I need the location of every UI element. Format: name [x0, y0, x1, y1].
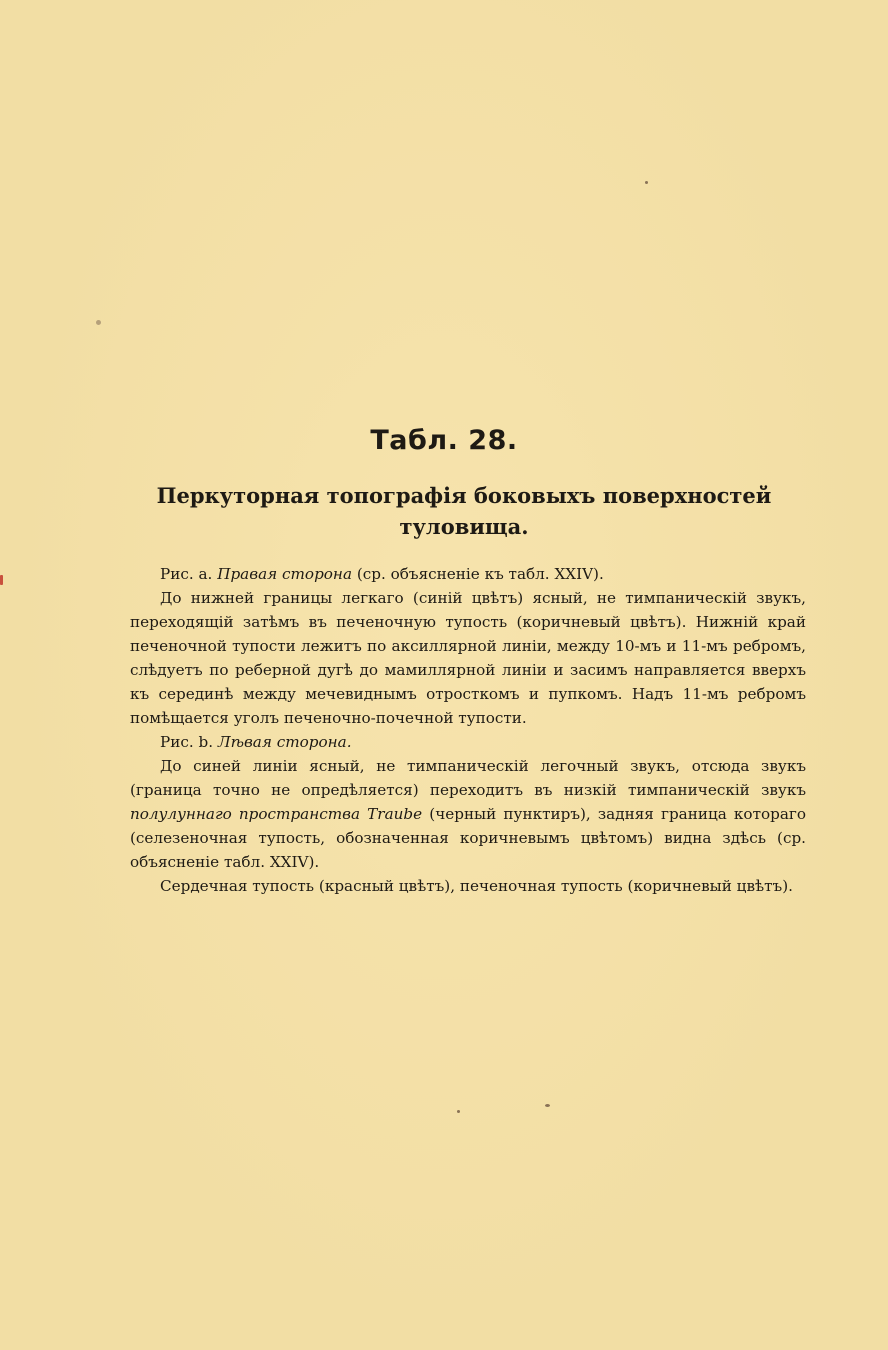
- table-title: Табл. 28.: [370, 425, 518, 456]
- page-subtitle: Перкуторная топографія боковыхъ поверхностей туловища.: [156, 483, 772, 539]
- fig-a-text: До нижней границы легкаго (синій цвѣтъ) ясный, не тимпаническій звукъ, переходящій затѣмъ въ печеночную тупость (коричневый цвѣтъ). Нижній край печеночной тупости лежитъ по аксиллярной линіи, между 10-мъ и 11-мъ ребромъ, слѣдуетъ по реберной дугѣ до мамиллярной линіи и засимъ направляется вверхъ къ серединѣ между мечевиднымъ отросткомъ и пупкомъ. Надъ 11-мъ ребромъ помѣщается уголъ печеночно-почечной тупости.: [130, 589, 806, 727]
- closing-text: Сердечная тупость (красный цвѣтъ), печеночная тупость (коричневый цвѣтъ).: [160, 877, 793, 895]
- fig-b-title: Лѣвая сторона.: [217, 733, 352, 751]
- fig-b-text-after: (черный пунктиръ), задняя граница котораго (селезеночная тупость, обозначенная коричневымъ цвѣтомъ) видна здѣсь (ср. объясненіе табл. XXIV).: [130, 805, 806, 871]
- description-body: [130, 562, 806, 898]
- fig-b-prefix: Рис. b.: [160, 733, 218, 751]
- fig-b-heading: [130, 730, 806, 754]
- fig-b-text: [130, 754, 806, 874]
- paper-mark: [0, 575, 3, 585]
- fig-a-suffix: (ср. объясненіе къ табл. XXIV).: [352, 565, 604, 583]
- fig-a-prefix: Рис. а.: [160, 565, 218, 583]
- paper-speck: [457, 1110, 460, 1113]
- paper-speck: [645, 181, 648, 184]
- fig-a-heading: [130, 562, 806, 586]
- fig-b-emphasis: полулуннаго пространства Traube: [130, 805, 423, 823]
- fig-b-text-before: До синей линіи ясный, не тимпаническій легочный звукъ, отсюда звукъ (граница точно не опредѣляется) переходитъ въ низкій тимпаническій звукъ: [130, 757, 806, 799]
- paper-speck: [545, 1104, 550, 1107]
- fig-a-title: Правая сторона: [217, 565, 352, 583]
- paper-speck: [96, 320, 101, 325]
